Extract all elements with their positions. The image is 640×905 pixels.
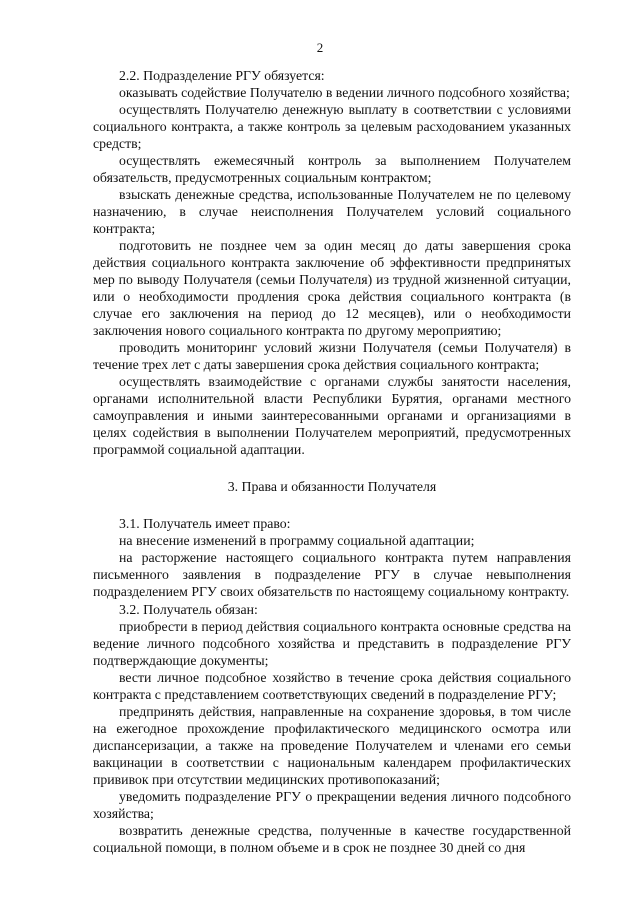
paragraph: проводить мониторинг условий жизни Получателя (семьи Получателя) в течение трех лет с даты завершения срока действия социального контракта; (93, 340, 571, 372)
paragraph: уведомить подразделение РГУ о прекращении ведения личного подсобного хозяйства; (93, 789, 571, 821)
section-3-2-heading: 3.2. Получатель обязан: (119, 602, 258, 617)
paragraph: вести личное подсобное хозяйство в течение срока действия социального контракта с представлением соответствующих сведений в подразделение РГУ; (93, 670, 571, 702)
section-3-1-heading: 3.1. Получатель имеет право: (119, 516, 291, 531)
section-3-heading: 3. Права и обязанности Получателя (227, 479, 437, 494)
paragraph: подготовить не позднее чем за один месяц до даты завершения срока действия социального контракта заключение об эффективности предпринятых мер по выводу Получателя (семьи Получателя) из трудной жизненной ситуации, или о необходимости продления срока действия социального контракта (в случае его заключения на период до 12 месяцев), или о необходимости заключения нового социального контракта по другому мероприятию; (93, 238, 571, 338)
paragraph: возвратить денежные средства, полученные в качестве государственной социальной помощи, в полном объеме и в срок не позднее 30 дней со дня (93, 823, 571, 855)
paragraph: осуществлять взаимодействие с органами службы занятости населения, органами исполнительной власти Республики Бурятия, органами местного самоуправления и иными заинтересованными органами и организациями в целях содействия в выполнении Получателем мероприятий, предусмотренных программой социальной адаптации. (93, 374, 571, 457)
paragraph: осуществлять ежемесячный контроль за выполнением Получателем обязательств, предусмотренных социальным контрактом; (93, 153, 571, 185)
page-number: 2 (316, 40, 324, 55)
section-2-2-heading: 2.2. Подразделение РГУ обязуется: (119, 68, 325, 83)
paragraph: взыскать денежные средства, использованные Получателем не по целевому назначению, в случае неисполнения Получателем условий социального контракта; (93, 187, 571, 236)
document-body (93, 66, 571, 856)
paragraph: предпринять действия, направленные на сохранение здоровья, в том числе на ежегодное прохождение профилактического медицинского осмотра или диспансеризации, а также на проведение Получателем и членами его семьи вакцинации в соответствии с национальным календарем профилактических прививок при отсутствии медицинских противопоказаний; (93, 704, 571, 787)
paragraph: оказывать содействие Получателю в ведении личного подсобного хозяйства; (119, 85, 570, 100)
paragraph: приобрести в период действия социального контракта основные средства на ведение личного подсобного хозяйства и представить в подразделение РГУ подтверждающие документы; (93, 619, 571, 668)
paragraph: на внесение изменений в программу социальной адаптации; (119, 533, 475, 548)
paragraph: на расторжение настоящего социального контракта путем направления письменного заявления в подразделение РГУ в случае невыполнения подразделением РГУ своих обязательств по настоящему социальному контракту. (93, 550, 571, 599)
paragraph: осуществлять Получателю денежную выплату в соответствии с условиями социального контракта, а также контроль за целевым расходованием указанных средств; (93, 102, 571, 151)
